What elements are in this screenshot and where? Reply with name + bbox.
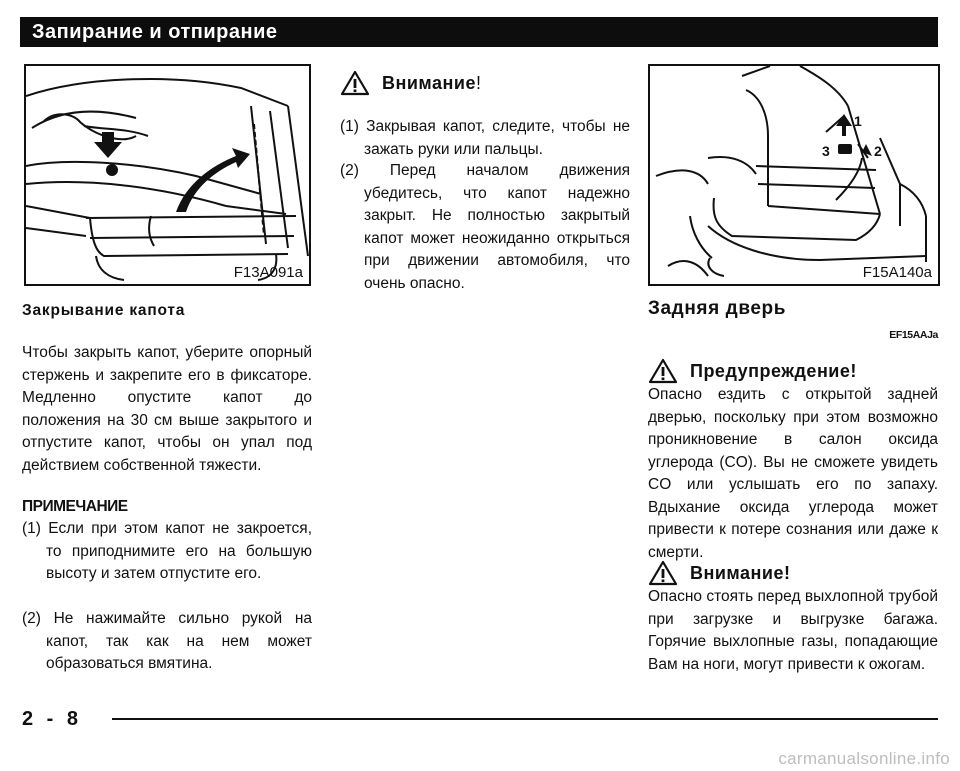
callout-1: 1 <box>854 113 862 129</box>
tailgate-warning-label: Предупреждение! <box>690 360 857 381</box>
caution-hood-heading <box>340 70 482 96</box>
right-column <box>648 0 938 771</box>
note-item-2: (2) Не нажимайте сильно рукой на капот, так как на нем может образоваться вмятина. <box>22 610 312 672</box>
figure-code: F15A140a <box>862 264 932 281</box>
warning-triangle-icon <box>648 358 678 384</box>
warning-triangle-icon <box>648 560 678 586</box>
callout-3: 3 <box>822 143 830 159</box>
note-item-1: (1) Если при этом капот не закроется, то приподнимите его на большую высоту и затем отпустите его. <box>22 520 312 582</box>
left-column <box>22 0 312 771</box>
tailgate-caution-heading <box>648 560 790 586</box>
figure-code: F13A091a <box>233 264 303 281</box>
hood-closing-paragraph: Чтобы закрыть капот, уберите опорный стержень и закрепите его в фиксаторе. Медленно опустите капот до положения на 30 см выше закрытого и отпустите капот, чтобы он упал под действием собственной тяжести. <box>22 344 312 474</box>
warning-triangle-icon <box>340 70 370 96</box>
note-title: ПРИМЕЧАНИЕ <box>22 498 128 515</box>
middle-column <box>340 0 630 771</box>
tailgate-title: Задняя дверь <box>648 298 787 319</box>
callout-2: 2 <box>874 143 882 159</box>
tailgate-caution-label: Внимание! <box>690 562 791 583</box>
caution-hood-label: Внимание! <box>382 72 482 93</box>
page-number: 2 - 8 <box>22 708 83 730</box>
hood-closing-title: Закрывание капота <box>22 302 186 319</box>
tailgate-caution-text: Опасно стоять перед выхлопной трубой при загрузке и выгрузке багажа. Горячие выхлопные газы, попадающие Вам на ноги, могут привести к ожогам. <box>648 588 938 673</box>
footer-rule <box>112 718 938 720</box>
tailgate-warning-text: Опасно ездить с открытой задней дверью, поскольку при этом возможно проникновение в салон оксида углерода (CO). Вы не сможете увидеть CO или услышать его по запаху. Вдыхание оксида углерода может привести к потере сознания или даже к смерти. <box>648 386 938 561</box>
watermark: carmanualsonline.info <box>778 749 950 768</box>
tailgate-code: EF15AAJa <box>889 329 938 341</box>
page-title: Запирание и отпирание <box>32 21 278 43</box>
caution-hood-item-1: (1) Закрывая капот, следите, чтобы не зажать руки или пальцы. <box>340 118 630 158</box>
tailgate-warning-heading <box>648 358 857 384</box>
caution-hood-item-2: (2) Перед началом движения убедитесь, что капот надежно закрыт. Не полностью закрытый капот может неожиданно открыться при движении автомобиля, что очень опасно. <box>340 162 630 292</box>
